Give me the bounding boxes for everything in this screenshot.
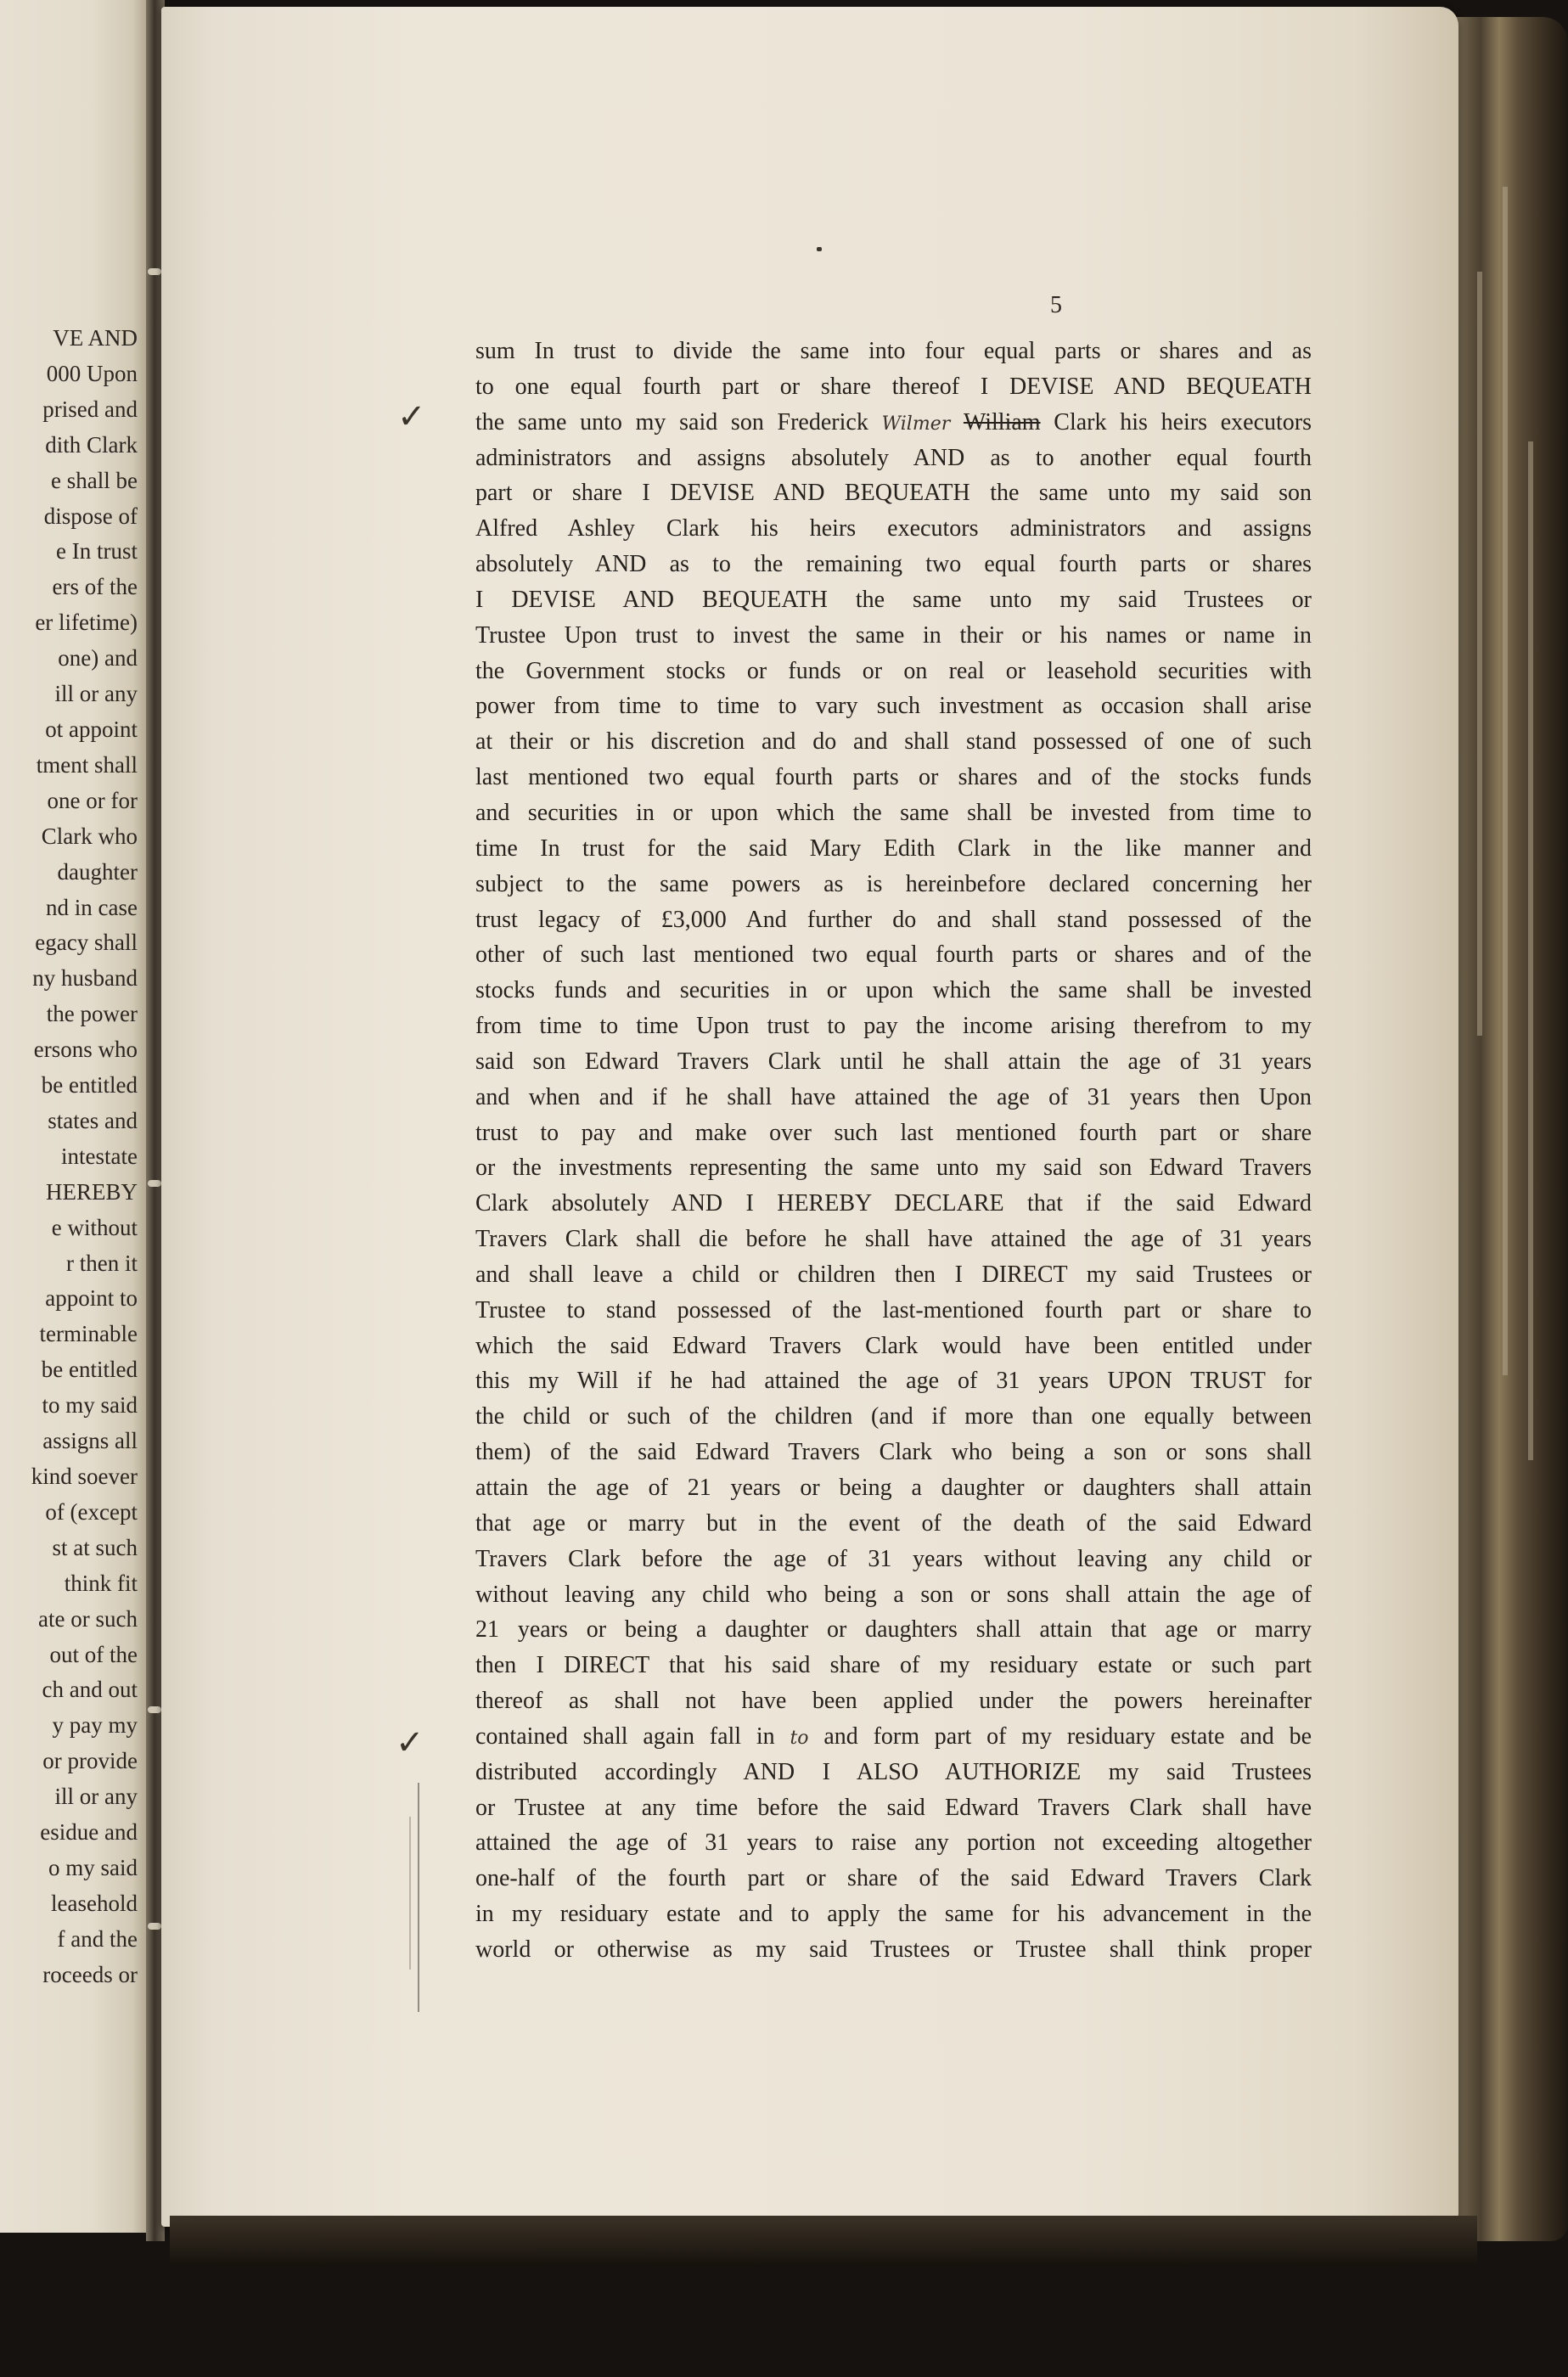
text-line: Travers Clark before the age of 31 years without leaving any child or <box>475 1545 1312 1572</box>
previous-page-line: roceeds or <box>42 1961 138 1987</box>
previous-page-line: terminable <box>39 1321 138 1347</box>
previous-page-line: ers of the <box>52 574 138 600</box>
text-line: without leaving any child who being a son or sons shall attain the age of <box>475 1581 1312 1608</box>
text-line: them) of the said Edward Travers Clark who being a son or sons shall <box>475 1439 1312 1466</box>
text-line: I DEVISE AND BEQUEATH the same unto my said Trustees or <box>475 586 1312 613</box>
text-line <box>475 405 1312 441</box>
previous-page-line: nd in case <box>46 894 138 920</box>
previous-page-line: ill or any <box>54 681 138 707</box>
handwritten-insert: to <box>790 1727 809 1749</box>
text-line: that age or marry but in the event of the death of the said Edward <box>475 1509 1312 1537</box>
text-line: absolutely AND as to the remaining two equal fourth parts or shares <box>475 551 1312 578</box>
previous-page-line: one or for <box>47 787 138 813</box>
previous-page <box>0 0 151 2233</box>
previous-page-line: ot appoint <box>45 716 138 742</box>
previous-page-line: ate or such <box>38 1605 138 1632</box>
text-line: other of such last mentioned two equal fourth parts or shares and of the <box>475 941 1312 969</box>
margin-check-mark: ✓ <box>397 397 426 436</box>
text-line: power from time to time to vary such investment as occasion shall arise <box>475 693 1312 720</box>
previous-page-line: of (except <box>45 1498 138 1525</box>
line-part: contained shall again fall in <box>475 1722 790 1750</box>
text-line: or the investments representing the same unto my said son Edward Travers <box>475 1155 1312 1182</box>
text-line: Alfred Ashley Clark his heirs executors administrators and assigns <box>475 515 1312 542</box>
previous-page-line: intestate <box>61 1143 138 1169</box>
previous-page-line: dith Clark <box>45 431 138 458</box>
will-body-text <box>475 334 1312 1968</box>
previous-page-line: be entitled <box>41 1357 138 1383</box>
text-line: attained the age of 31 years to raise any portion not exceeding altogether <box>475 1829 1312 1857</box>
text-line: or Trustee at any time before the said Edward Travers Clark shall have <box>475 1794 1312 1821</box>
text-line: part or share I DEVISE AND BEQUEATH the same unto my said son <box>475 480 1312 507</box>
previous-page-line: e In trust <box>56 538 138 565</box>
text-line: and securities in or upon which the same shall be invested from time to <box>475 799 1312 826</box>
previous-page-line: y pay my <box>52 1712 138 1739</box>
text-line: trust legacy of £3,000 And further do and shall stand possessed of the <box>475 906 1312 933</box>
page-edges <box>1443 17 1568 2241</box>
previous-page-line: kind soever <box>31 1464 138 1489</box>
text-line: then I DIRECT that his said share of my residuary estate or such part <box>475 1652 1312 1679</box>
text-line: and when and if he shall have attained the age of 31 years then Upon <box>475 1083 1312 1110</box>
previous-page-line: ill or any <box>54 1784 138 1810</box>
previous-page-line: st at such <box>52 1534 138 1560</box>
text-line: to one equal fourth part or share thereof I DEVISE AND BEQUEATH <box>475 373 1312 400</box>
previous-page-line: ersons who <box>33 1037 138 1063</box>
page-bottom-shadow <box>170 2216 1477 2267</box>
text-line: world or otherwise as my said Trustees or Trustee shall think proper <box>475 1936 1312 1963</box>
previous-page-line: ny husband <box>32 965 138 992</box>
previous-page-line: to my said <box>42 1392 138 1419</box>
text-line: last mentioned two equal fourth parts or shares and of the stocks funds <box>475 764 1312 791</box>
previous-page-line: e shall be <box>51 467 138 493</box>
previous-page-line: think fit <box>64 1570 138 1596</box>
previous-page-text <box>0 321 138 1993</box>
previous-page-line: out of the <box>49 1641 138 1667</box>
previous-page-line: esidue and <box>40 1819 138 1846</box>
text-line: Trustee Upon trust to invest the same in their or his names or name in <box>475 621 1312 649</box>
previous-page-line: appoint to <box>45 1285 138 1312</box>
binding-stitch <box>148 268 161 275</box>
margin-check-mark: ✓ <box>396 1723 424 1762</box>
text-line: the child or such of the children (and if more than one equally between <box>475 1403 1312 1430</box>
text-line: Travers Clark shall die before he shall have attained the age of 31 years <box>475 1226 1312 1253</box>
previous-page-line: HEREBY <box>46 1178 138 1205</box>
line-part: and form part of my residuary estate and be <box>808 1722 1312 1750</box>
previous-page-line: egacy shall <box>35 930 138 956</box>
previous-page-line: er lifetime) <box>35 610 138 636</box>
previous-page-line: prised and <box>42 396 138 422</box>
text-line: subject to the same powers as is hereinbefore declared concerning her <box>475 870 1312 897</box>
text-line: in my residuary estate and to apply the same for his advancement in the <box>475 1901 1312 1928</box>
text-line: sum In trust to divide the same into four equal parts or shares and as <box>475 338 1312 364</box>
previous-page-line: the power <box>46 1001 138 1027</box>
previous-page-line: Clark who <box>41 823 138 849</box>
text-line: attain the age of 21 years or being a daughter or daughters shall attain <box>475 1475 1312 1501</box>
handwritten-insert: Wilmer <box>881 413 964 435</box>
text-line: Clark absolutely AND I HEREBY DECLARE that if the said Edward <box>475 1190 1312 1217</box>
binding-stitch <box>148 1706 161 1713</box>
text-line: 21 years or being a daughter or daughters shall attain that age or marry <box>475 1616 1312 1644</box>
text-line: time In trust for the said Mary Edith Clark in the like manner and <box>475 834 1312 862</box>
text-line: the Government stocks or funds or on real or leasehold securities with <box>475 657 1312 684</box>
text-line: from time to time Upon trust to pay the income arising therefrom to my <box>475 1013 1312 1040</box>
previous-page-line: e without <box>51 1214 138 1240</box>
previous-page-line: one) and <box>58 645 138 672</box>
margin-pencil-line <box>409 1817 411 1970</box>
previous-page-line: VE AND <box>53 325 138 351</box>
text-line: Trustee to stand possessed of the last-mentioned fourth part or share to <box>475 1296 1312 1323</box>
previous-page-line: daughter <box>57 858 138 885</box>
previous-page-line: dispose of <box>43 503 138 529</box>
text-line: administrators and assigns absolutely AND as to another equal fourth <box>475 444 1312 471</box>
previous-page-line: be entitled <box>41 1072 138 1099</box>
page-number: 5 <box>1050 292 1062 318</box>
struck-word: William <box>963 408 1041 436</box>
text-line: stocks funds and securities in or upon which the same shall be invested <box>475 977 1312 1004</box>
previous-page-line: 000 Upon <box>46 360 138 386</box>
previous-page-line: leasehold <box>51 1890 138 1916</box>
binding-stitch <box>148 1923 161 1930</box>
text-line: this my Will if he had attained the age of 31 years UPON TRUST for <box>475 1368 1312 1395</box>
binding-stitch <box>148 1180 161 1187</box>
previous-page-line: o my said <box>48 1854 138 1880</box>
previous-page-line: tment shall <box>36 751 138 778</box>
text-line: said son Edward Travers Clark until he shall attain the age of 31 years <box>475 1048 1312 1075</box>
text-line: distributed accordingly AND I ALSO AUTHORIZE my said Trustees <box>475 1758 1312 1785</box>
text-line: thereof as shall not have been applied under the powers hereinafter <box>475 1688 1312 1715</box>
previous-page-line: r then it <box>66 1250 138 1276</box>
line-part: the same unto my said son Frederick <box>475 408 882 436</box>
margin-pencil-line <box>418 1783 419 2012</box>
text-line: and shall leave a child or children then I DIRECT my said Trustees or <box>475 1261 1312 1288</box>
line-part: Clark his heirs executors <box>1040 408 1312 436</box>
text-line: at their or his discretion and do and shall stand possessed of one of such <box>475 728 1312 756</box>
text-line: which the said Edward Travers Clark would have been entitled under <box>475 1332 1312 1359</box>
previous-page-line: assigns all <box>42 1428 138 1454</box>
previous-page-line: ch and out <box>42 1677 138 1703</box>
previous-page-line: f and the <box>57 1925 138 1952</box>
previous-page-line: or provide <box>42 1748 138 1774</box>
ink-dot <box>817 247 822 251</box>
previous-page-line: states and <box>48 1107 138 1133</box>
text-line <box>475 1719 1312 1755</box>
text-line: one-half of the fourth part or share of the said Edward Travers Clark <box>475 1865 1312 1892</box>
text-line: trust to pay and make over such last mentioned fourth part or share <box>475 1119 1312 1146</box>
